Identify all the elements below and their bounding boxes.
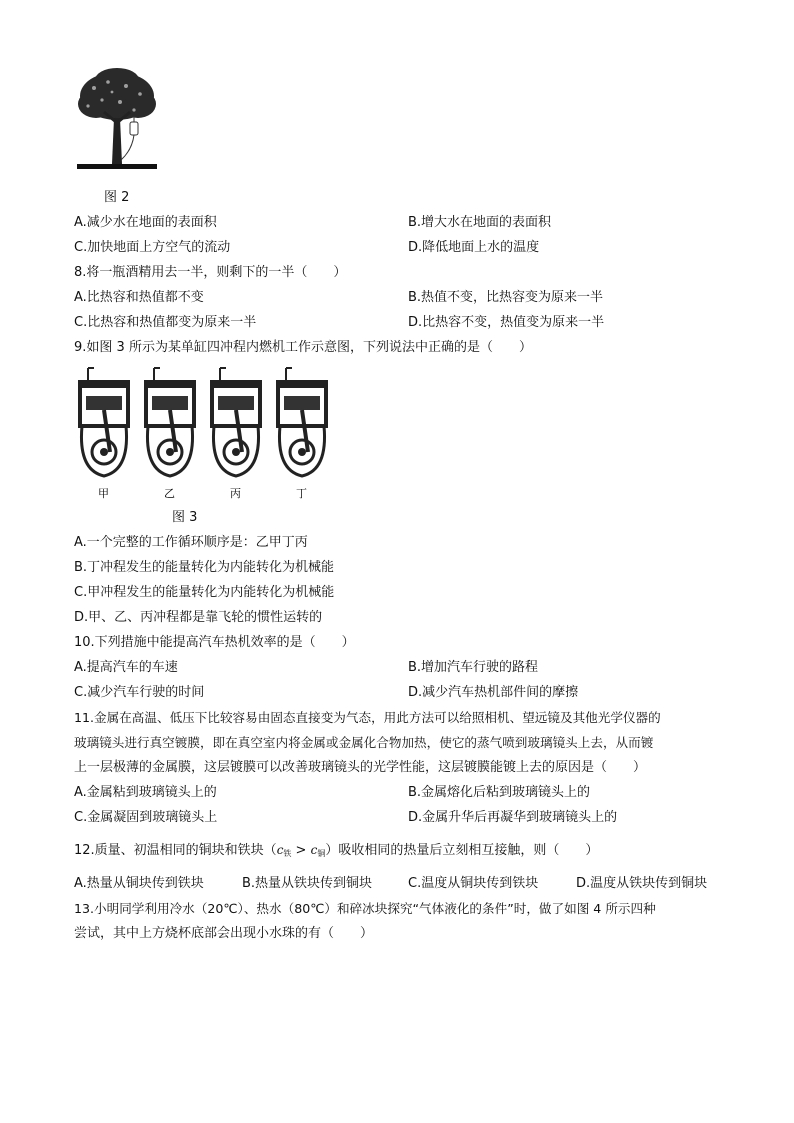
figure-2	[74, 66, 160, 174]
q11-stem-line-3: 上一层极薄的金属膜，这层镀膜可以改善玻璃镜头的光学性能，这层镀膜能镀上去的原因是（ ）	[74, 760, 647, 775]
q12-sub-copper: 铜	[317, 849, 326, 858]
engine-strokes-illustration	[72, 366, 336, 502]
q9-option-a: A.一个完整的工作循环顺序是：乙甲丁丙	[74, 535, 308, 550]
q12-stem	[74, 841, 598, 863]
q9-stem: 9.如图 3 所示为某单缸四冲程内燃机工作示意图，下列说法中正确的是（ ）	[74, 340, 532, 355]
q10-option-b: B.增加汽车行驶的路程	[408, 660, 539, 675]
q8-option-c: C.比热容和热值都变为原来一半	[74, 315, 257, 330]
q12-c-copper: c	[310, 843, 318, 857]
figure-2-caption: 图 2	[104, 190, 130, 205]
q11-option-b: B.金属熔化后粘到玻璃镜头上的	[408, 785, 591, 800]
q9-option-b: B.丁冲程发生的能量转化为内能转化为机械能	[74, 560, 335, 575]
figure-3-label-ding: 丁	[296, 487, 307, 500]
tree-with-bag-illustration	[74, 66, 160, 174]
q11-option-d: D.金属升华后再凝华到玻璃镜头上的	[408, 810, 618, 825]
q10-option-c: C.减少汽车行驶的时间	[74, 685, 205, 700]
q10-option-a: A.提高汽车的车速	[74, 660, 178, 675]
q8-option-d: D.比热容不变，热值变为原来一半	[408, 315, 605, 330]
figure-3-caption: 图 3	[172, 510, 198, 525]
q7-option-a: A.减少水在地面的表面积	[74, 215, 217, 230]
q9-option-c: C.甲冲程发生的能量转化为内能转化为机械能	[74, 585, 335, 600]
q12-greater-than: >	[291, 843, 311, 858]
q7-option-c: C.加快地面上方空气的流动	[74, 240, 231, 255]
q12-stem-before: 12.质量、初温相同的铜块和铁块（	[74, 843, 277, 858]
q12-c-iron: c	[276, 843, 284, 857]
q12-stem-after: ）吸收相同的热量后立刻相互接触，则（ ）	[325, 843, 599, 858]
q10-option-d: D.减少汽车热机部件间的摩擦	[408, 685, 579, 700]
figure-3	[72, 366, 336, 502]
figure-3-label-bing: 丙	[230, 487, 241, 500]
q8-stem: 8.将一瓶酒精用去一半，则剩下的一半（ ）	[74, 265, 347, 280]
q11-stem-line-2: 玻璃镜头进行真空镀膜，即在真空室内将金属或金属化合物加热，使它的蒸气喷到玻璃镜头上去，从而镀	[74, 735, 654, 750]
q11-stem-line-1: 11.金属在高温、低压下比较容易由固态直接变为气态，用此方法可以给照相机、望远镜及其他光学仪器的	[74, 710, 661, 725]
q12-option-a: A.热量从铜块传到铁块	[74, 876, 204, 891]
q12-sub-iron: 铁	[283, 849, 292, 858]
q12-option-b: B.热量从铁块传到铜块	[242, 876, 373, 891]
q7-option-d: D.降低地面上水的温度	[408, 240, 540, 255]
q12-option-d: D.温度从铁块传到铜块	[576, 876, 708, 891]
q9-option-d: D.甲、乙、丙冲程都是靠飞轮的惯性运转的	[74, 610, 323, 625]
q12-option-c: C.温度从铜块传到铁块	[408, 876, 539, 891]
q11-option-c: C.金属凝固到玻璃镜头上	[74, 810, 218, 825]
figure-3-label-jia: 甲	[98, 487, 109, 500]
figure-3-label-yi: 乙	[164, 487, 175, 500]
q13-stem-line-1: 13.小明同学利用冷水（20℃）、热水（80℃）和碎冰块探究“气体液化的条件”时，做了如图 4 所示四种	[74, 901, 656, 916]
q7-option-b: B.增大水在地面的表面积	[408, 215, 552, 230]
q8-option-b: B.热值不变，比热容变为原来一半	[408, 290, 604, 305]
q10-stem: 10.下列措施中能提高汽车热机效率的是（ ）	[74, 635, 355, 650]
q13-stem-line-2: 尝试，其中上方烧杯底部会出现小水珠的有（ ）	[74, 926, 374, 941]
q8-option-a: A.比热容和热值都不变	[74, 290, 204, 305]
q11-option-a: A.金属粘到玻璃镜头上的	[74, 785, 217, 800]
